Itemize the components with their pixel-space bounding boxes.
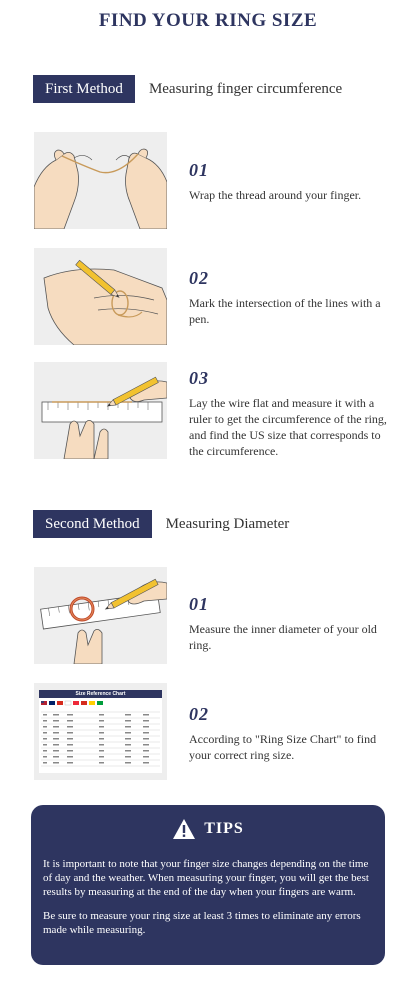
tips-title: TIPS bbox=[204, 820, 244, 837]
tips-header bbox=[43, 815, 373, 843]
page-title: FIND YOUR RING SIZE bbox=[98, 10, 318, 31]
chart-thumbnail-title: Size Reference Chart bbox=[39, 690, 162, 698]
thread-around-finger-illustration bbox=[34, 132, 167, 229]
step-text-block bbox=[189, 704, 389, 763]
method-title: Measuring Diameter bbox=[165, 515, 290, 532]
ring-on-ruler-illustration bbox=[34, 567, 167, 664]
first-method-header bbox=[33, 75, 342, 103]
step-number: 02 bbox=[189, 268, 209, 288]
tips-paragraph: It is important to note that your finger size changes depending on the time of day and the weather. When measuring your finger, you will get the best results by measuring at the end of the day when your fingers are warm. bbox=[43, 858, 369, 898]
ruler-measure-thread-illustration bbox=[34, 362, 167, 459]
step-description: According to "Ring Size Chart" to find your correct ring size. bbox=[189, 732, 377, 762]
pen-marking-thread-illustration bbox=[34, 248, 167, 345]
chart-thumbnail-grid bbox=[39, 698, 162, 773]
step-number: 02 bbox=[189, 704, 209, 724]
step-number: 01 bbox=[189, 160, 209, 180]
warning-icon bbox=[172, 818, 196, 840]
size-reference-chart-thumbnail bbox=[34, 683, 167, 780]
tips-box bbox=[31, 805, 385, 965]
method-title: Measuring finger circumference bbox=[148, 80, 343, 97]
step-text-block bbox=[189, 368, 389, 459]
step-number: 01 bbox=[189, 594, 209, 614]
step-description: Wrap the thread around your finger. bbox=[189, 188, 362, 202]
second-method-header bbox=[33, 510, 289, 538]
step-number: 03 bbox=[189, 368, 209, 388]
step-description: Mark the intersection of the lines with a pen. bbox=[189, 296, 381, 326]
step-description: Lay the wire flat and measure it with a ruler to get the circumference of the ring, and find the US size that corresponds to the circumference. bbox=[189, 396, 387, 458]
method-badge: First Method bbox=[33, 75, 135, 103]
step-text-block bbox=[189, 594, 389, 653]
step-text-block bbox=[189, 160, 389, 203]
method-badge: Second Method bbox=[33, 510, 152, 538]
step-description: Measure the inner diameter of your old ring. bbox=[189, 622, 377, 652]
step-text-block bbox=[189, 268, 389, 327]
tips-paragraph: Be sure to measure your ring size at least 3 times to eliminate any errors made while measuring. bbox=[43, 910, 361, 936]
